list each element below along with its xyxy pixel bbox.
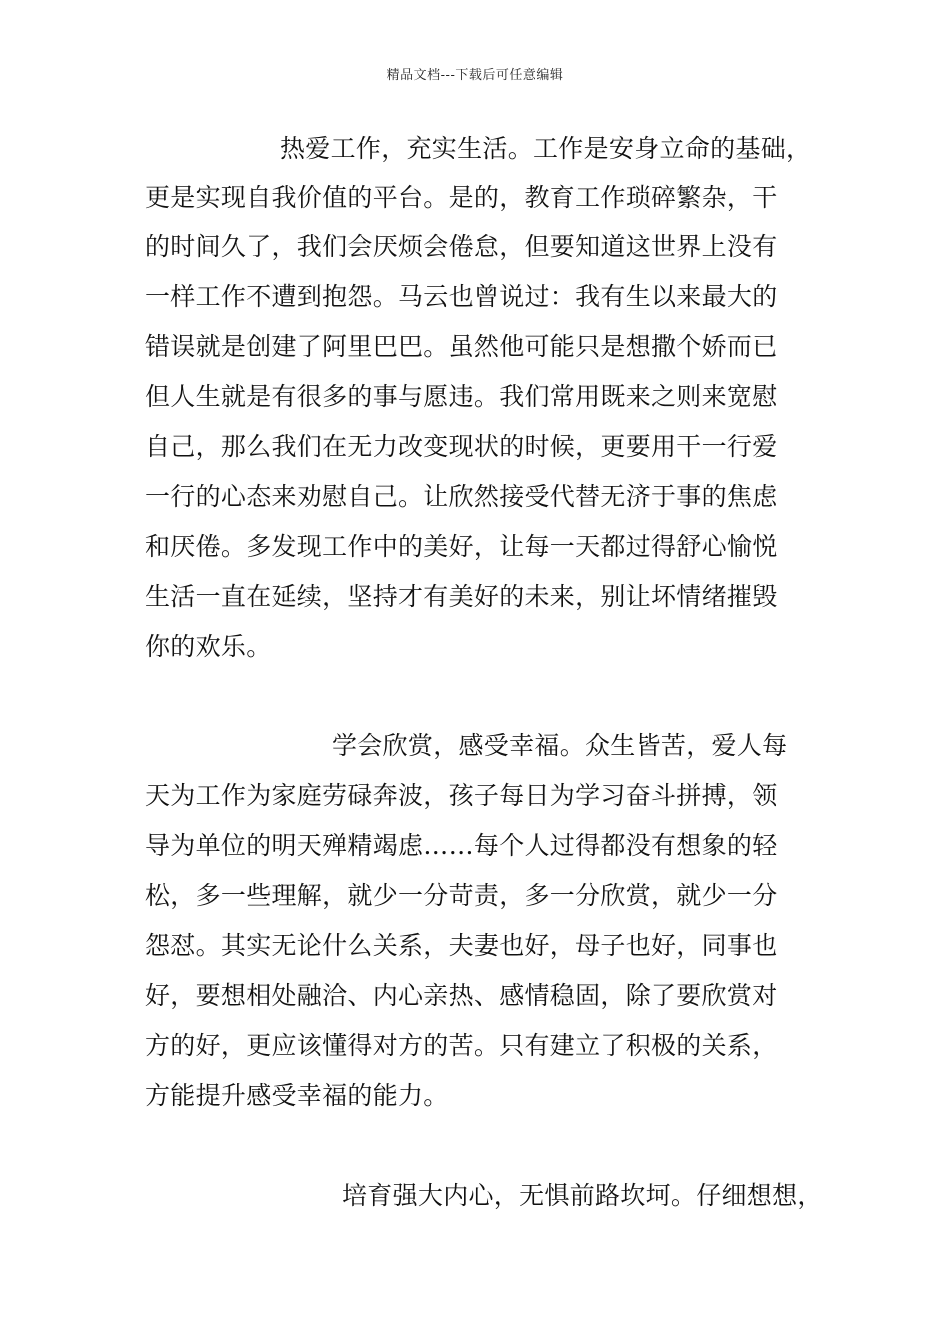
paragraph-line: 天为工作为家庭劳碌奔波，孩子每日为学习奋斗拼搏，领 — [145, 781, 778, 810]
paragraph-line: 但人生就是有很多的事与愿违。我们常用既来之则来宽慰 — [145, 382, 778, 411]
paragraph-line: 一样工作不遭到抱怨。马云也曾说过：我有生以来最大的 — [145, 282, 778, 311]
paragraph-line: 怨怼。其实无论什么关系，夫妻也好，母子也好，同事也 — [145, 931, 778, 960]
paragraph-line: 生活一直在延续，坚持才有美好的未来，别让坏情绪摧毁 — [145, 582, 778, 611]
paragraph-line: 一行的心态来劝慰自己。让欣然接受代替无济于事的焦虑 — [145, 482, 778, 511]
paragraph-line: 和厌倦。多发现工作中的美好，让每一天都过得舒心愉悦 — [145, 532, 778, 561]
paragraph-line: 学会欣赏，感受幸福。众生皆苦，爱人每 — [332, 731, 788, 760]
paragraph-line: 错误就是创建了阿里巴巴。虽然他可能只是想撒个娇而已 — [145, 332, 778, 361]
paragraph-line: 更是实现自我价值的平台。是的，教育工作琐碎繁杂，干 — [145, 183, 778, 212]
paragraph-line: 松，多一些理解，就少一分苛责，多一分欣赏，就少一分 — [145, 881, 778, 910]
paragraph-line: 自己，那么我们在无力改变现状的时候，更要用干一行爱 — [145, 432, 778, 461]
paragraph-line: 的时间久了，我们会厌烦会倦怠，但要知道这世界上没有 — [145, 232, 778, 261]
paragraph-line: 培育强大内心，无惧前路坎坷。仔细想想， — [342, 1181, 823, 1210]
paragraph-line: 你的欢乐。 — [145, 632, 272, 661]
paragraph-line: 热爱工作，充实生活。工作是安身立命的基础， — [280, 134, 812, 163]
paragraph-line: 方能提升感受幸福的能力。 — [145, 1081, 449, 1110]
paragraph-line: 好，要想相处融洽、内心亲热、感情稳固，除了要欣赏对 — [145, 981, 778, 1010]
page-header: 精品文档---下载后可任意编辑 — [386, 68, 564, 83]
paragraph-line: 导为单位的明天殚精竭虑……每个人过得都没有想象的轻 — [145, 831, 778, 860]
paragraph-line: 方的好，更应该懂得对方的苦。只有建立了积极的关系， — [145, 1031, 778, 1060]
